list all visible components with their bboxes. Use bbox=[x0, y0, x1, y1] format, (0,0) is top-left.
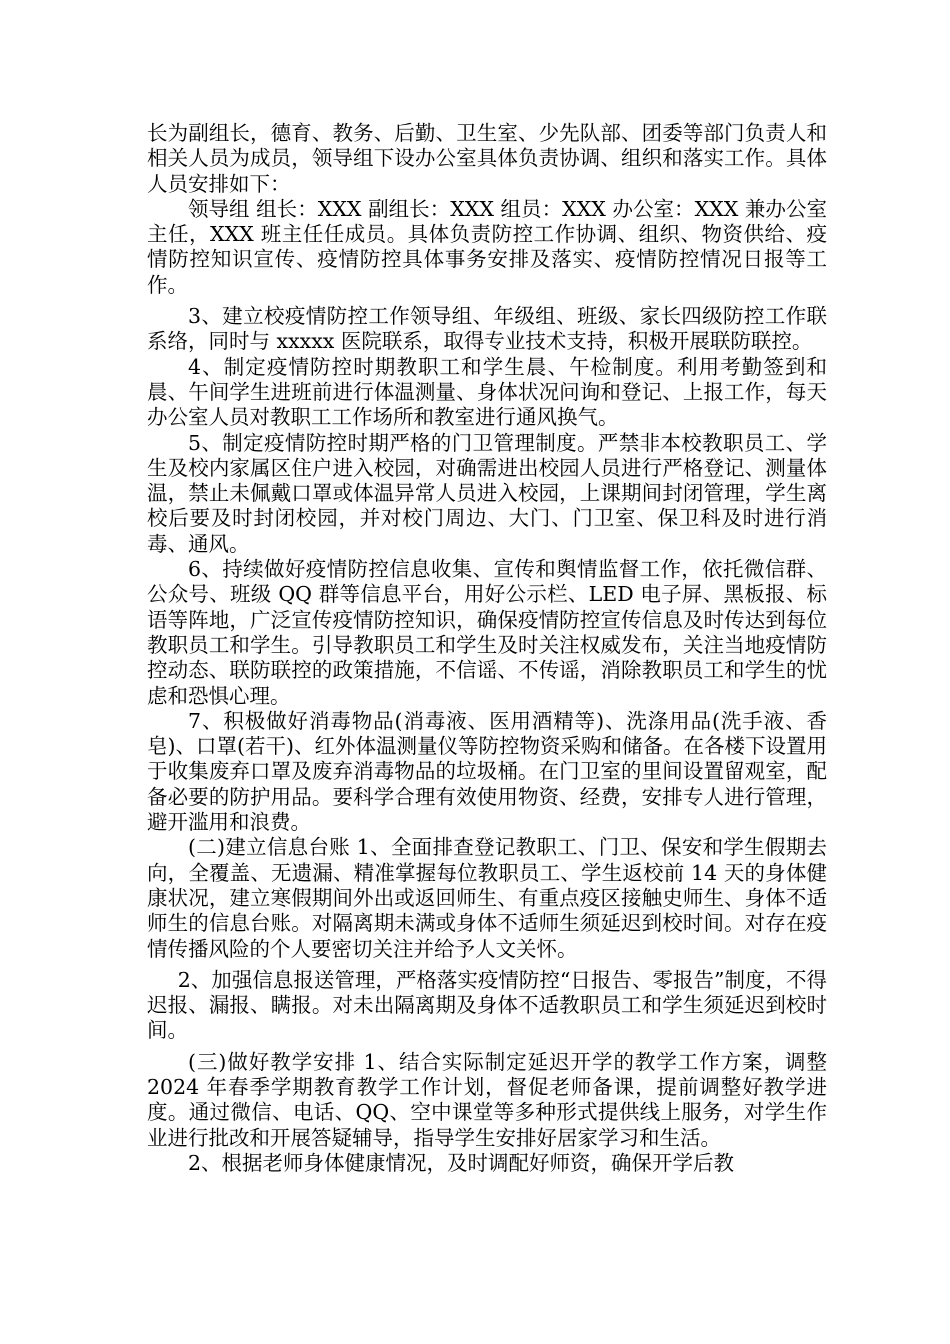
paragraph-11: 2、根据老师身体健康情况，及时调配好师资，确保开学后教 bbox=[188, 1150, 735, 1175]
paragraph-6: 6、持续做好疫情防控信息收集、宣传和舆情监督工作，依托微信群、公众号、班级 QQ 群等信息平台，用好公示栏、LED 电子屏、黑板报、标语等阵地，广泛宣传疫情防控知识，确保疫情防控宣传信息及时传达到每位教职员工和学生。引导教职员工和学生及时关注权威发布，关注当地疫情防控动态、联防联控的政策措施，不信谣、不传谣，消除教职员工和学生的忧虑和恐惧心理。 bbox=[147, 557, 827, 708]
paragraph-10: (三)做好教学安排 1、结合实际制定延迟开学的教学工作方案，调整 2024 年春季学期教育教学工作计划，督促老师备课，提前调整好教学进度。通过微信、电话、QQ、空中课堂等多种形式提供线上服务，对学生作业进行批改和开展答疑辅导，指导学生安排好居家学习和生活。 bbox=[147, 1049, 827, 1150]
paragraph-1: 长为副组长，德育、教务、后勤、卫生室、少先队部、团委等部门负责人和相关人员为成员，领导组下设办公室具体负责协调、组织和落实工作。具体人员安排如下： bbox=[147, 121, 827, 196]
document-body bbox=[147, 121, 827, 1176]
paragraph-8: (二)建立信息台账 1、全面排查登记教职工、门卫、保安和学生假期去向，全覆盖、无遗漏、精准掌握每位教职员工、学生返校前 14 天的身体健康状况，建立寒假期间外出或返回师生、有重点疫区接触史师生、身体不适师生的信息台账。对隔离期未满或身体不适师生须延迟到校时间。对存在疫情传播风险的个人要密切关注并给予人文关怀。 bbox=[147, 835, 827, 961]
paragraph-4: 4、制定疫情防控时期教职工和学生晨、午检制度。利用考勤签到和晨、午间学生进班前进行体温测量、身体状况问询和登记、上报工作，每天办公室人员对教职工工作场所和教室进行通风换气。 bbox=[147, 354, 827, 430]
paragraph-5: 5、制定疫情防控时期严格的门卫管理制度。严禁非本校教职员工、学生及校内家属区住户进入校园，对确需进出校园人员进行严格登记、测量体温，禁止未佩戴口罩或体温异常人员进入校园，上课期间封闭管理，学生离校后要及时封闭校园，并对校门周边、大门、门卫室、保卫科及时进行消毒、通风。 bbox=[147, 430, 827, 556]
paragraph-2: 领导组 组长：XXX 副组长：XXX 组员：XXX 办公室：XXX 兼办公室主任，XXX 班主任任成员。具体负责防控工作协调、组织、物资供给、疫情防控知识宣传、疫情防控具体事务安排及落实、疫情防控情况日报等工作。 bbox=[147, 196, 827, 297]
paragraph-9: 2、加强信息报送管理，严格落实疫情防控“日报告、零报告”制度，不得迟报、漏报、瞒报。对未出隔离期及身体不适教职员工和学生须延迟到校时间。 bbox=[147, 967, 827, 1043]
paragraph-7: 7、积极做好消毒物品(消毒液、医用酒精等)、洗涤用品(洗手液、香皂)、口罩(若干)、红外体温测量仪等防控物资采购和储备。在各楼下设置用于收集废弃口罩及废弃消毒物品的垃圾桶。在门卫室的里间设置留观室，配备必要的防护用品。要科学合理有效使用物资、经费，安排专人进行管理，避开滥用和浪费。 bbox=[147, 708, 827, 835]
paragraph-3: 3、建立校疫情防控工作领导组、年级组、班级、家长四级防控工作联系络，同时与 xxxxx 医院联系，取得专业技术支持，积极开展联防联控。 bbox=[147, 304, 827, 354]
